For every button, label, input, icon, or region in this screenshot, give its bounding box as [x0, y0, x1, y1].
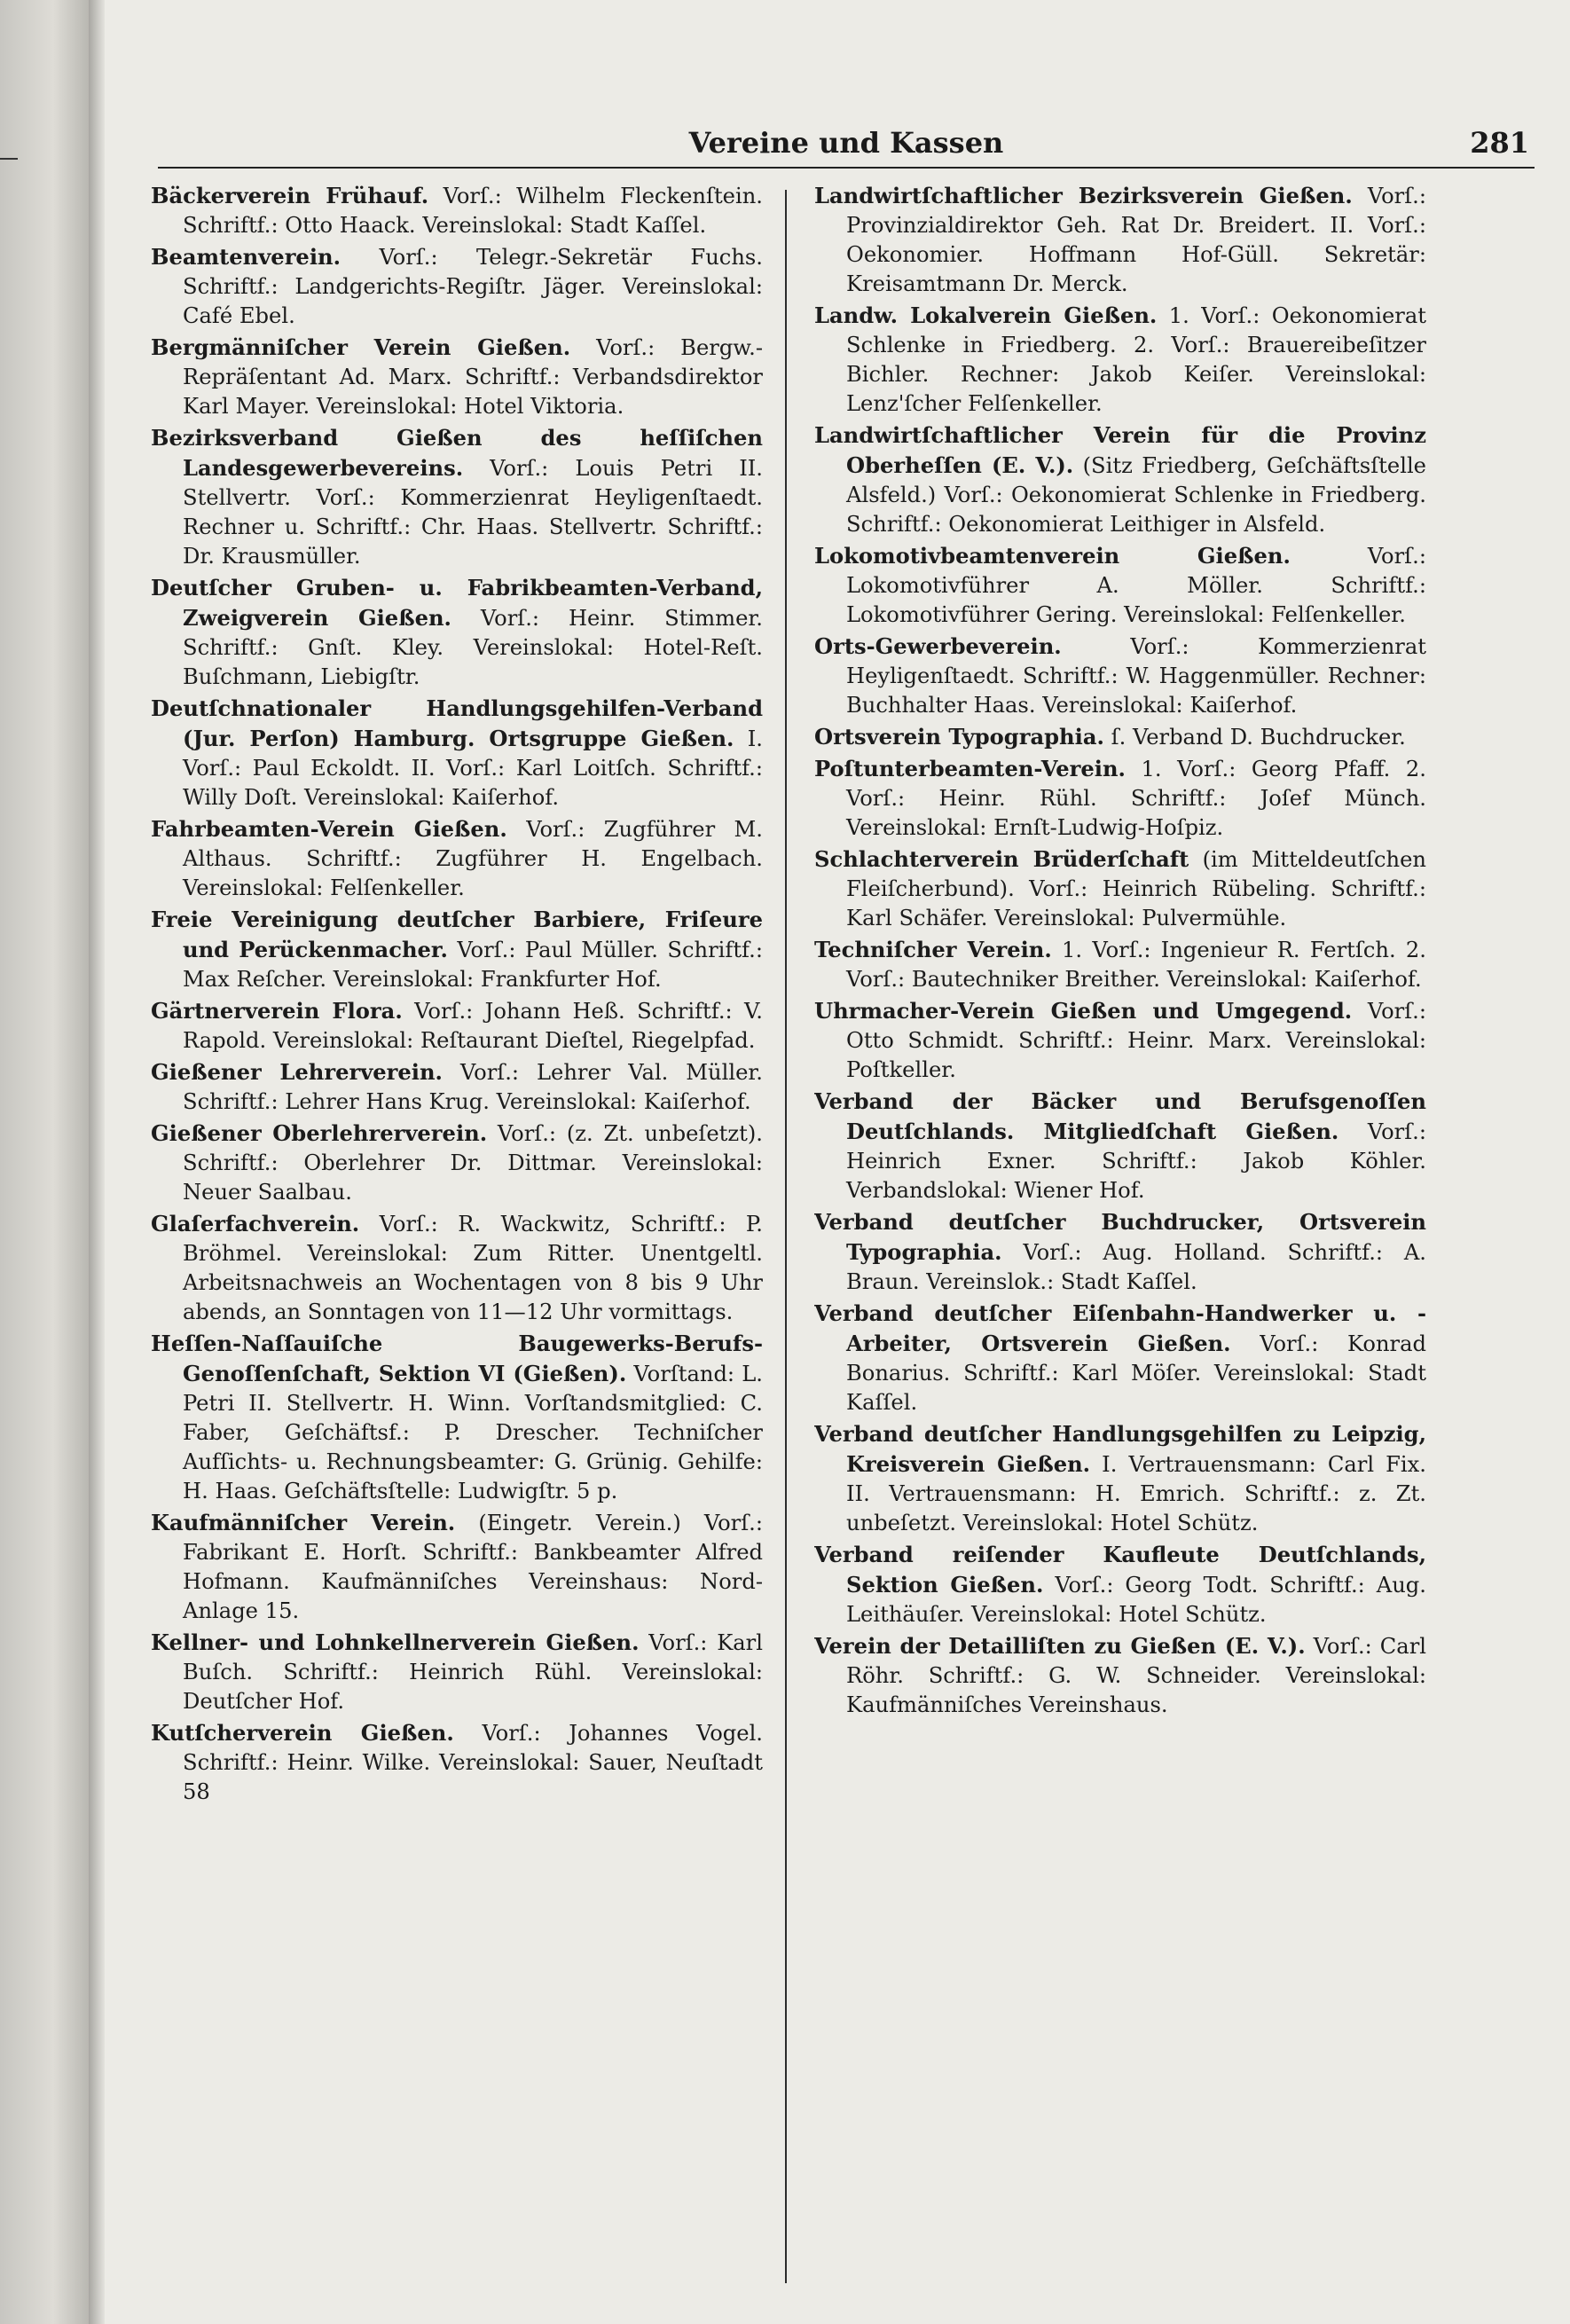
directory-entry	[814, 541, 1426, 630]
entry-name: Kellner- und Lohnkellnerverein Gießen.	[151, 1629, 640, 1655]
entry-name: Orts-Gewerbeverein.	[814, 633, 1062, 659]
entry-text: Vorſ.: R. Wackwitz, Schriftf.: P. Bröhmel. Vereinslokal: Zum Ritter. Unentgeltl. Arbeitsnachweis an Wochentagen von 8 bis 9 Uhr abends, an Sonntagen von 11—12 Uhr vormittags.	[183, 1212, 763, 1324]
entry-text: Vorſ.: Lehrer Val. Müller. Schriftf.: Lehrer Hans Krug. Vereinslokal: Kaiſerhof.	[183, 1060, 763, 1114]
entry-text: 1. Vorſ.: Ingenieur R. Fertſch. 2. Vorſ.: Bautechniker Breither. Vereinslokal: Kaiſerhof.	[846, 938, 1426, 992]
directory-entry	[814, 1540, 1426, 1629]
entry-name: Gärtnerverein Flora.	[151, 998, 403, 1024]
running-title: Vereine und Kassen	[688, 126, 1004, 160]
entry-text: Vorſ.: Johannes Vogel. Schriftf.: Heinr. Wilke. Vereinslokal: Sauer, Neuſtadt 58	[183, 1721, 763, 1804]
entry-text: I. Vorſ.: Paul Eckoldt. II. Vorſ.: Karl Loitſch. Schriftf.: Willy Doſt. Vereinslokal: Kaiſerhof.	[183, 726, 763, 810]
entry-text: Vorſ.: Aug. Holland. Schriftf.: A. Braun. Vereinslok.: Stadt Kaſſel.	[846, 1240, 1426, 1294]
entry-text: Vorſtand: L. Petri II. Stellvertr. H. Winn. Vorſtandsmitglied: C. Faber, Geſchäftsf.: P. Drescher. Techniſcher Aufſichts- u. Rechnungsbeamter: G. Grünig. Gehilfe: H. Haas. Geſchäftsſtelle: Ludwigſtr. 5 p.	[183, 1362, 763, 1504]
directory-entry	[814, 935, 1426, 994]
entry-name: Gießener Lehrerverein.	[151, 1059, 443, 1085]
directory-entry	[151, 814, 763, 903]
entry-name: Poſtunterbeamten-Verein.	[814, 756, 1126, 781]
directory-entry	[151, 1209, 763, 1327]
entry-text: Vorſ.: Wilhelm Fleckenſtein. Schriftf.: Otto Haack. Vereinslokal: Stadt Kaſſel.	[183, 184, 763, 238]
column-divider	[785, 190, 787, 2283]
entry-name: Lokomotivbeamtenverein Gießen.	[814, 543, 1291, 569]
entry-name: Kutſcherverein Gießen.	[151, 1720, 454, 1746]
book-gutter	[89, 0, 105, 2324]
entry-name: Verband deutſcher Handlungsgehilfen zu Leipzig, Kreisverein Gießen.	[814, 1421, 1426, 1477]
directory-entry	[814, 1087, 1426, 1205]
entry-text: Vorſ.: Georg Todt. Schriftf.: Aug. Leithäuſer. Vereinslokal: Hotel Schütz.	[846, 1573, 1426, 1627]
directory-entry	[814, 844, 1426, 933]
entry-name: Beamtenverein.	[151, 244, 341, 270]
page-number: 281	[1470, 126, 1529, 160]
directory-entry	[151, 996, 763, 1056]
directory-entry	[151, 181, 763, 240]
entry-text: Vorſ.: Zugführer M. Althaus. Schriftf.: Zugführer H. Engelbach. Vereinslokal: Felſenkeller.	[183, 817, 763, 900]
entry-text: ſ. Verband D. Buchdrucker.	[1111, 725, 1406, 750]
entry-text: 1. Vorſ.: Georg Pfaff. 2. Vorſ.: Heinr. Rühl. Schriftf.: Joſef Münch. Vereinslokal: Ernſt-Ludwig-Hoſpiz.	[846, 757, 1426, 840]
directory-entry	[151, 1119, 763, 1207]
entry-name: Gießener Oberlehrerverein.	[151, 1120, 488, 1146]
entry-name: Deutſchnationaler Handlungsgehilfen-Verband (Jur. Perſon) Hamburg. Ortsgruppe Gießen.	[151, 695, 763, 751]
book-page	[105, 0, 1570, 2324]
directory-entry	[814, 1419, 1426, 1538]
previous-page-edge	[0, 0, 89, 2324]
entry-text: Vorſ.: Johann Heß. Schriftf.: V. Rapold. Vereinslokal: Reſtaurant Dieſtel, Riegelpfad.	[183, 999, 763, 1053]
directory-entry	[814, 420, 1426, 539]
directory-entry	[814, 996, 1426, 1085]
entry-name: Freie Vereinigung deutſcher Barbiere, Friſeure und Perückenmacher.	[151, 907, 763, 962]
directory-entry	[814, 1299, 1426, 1417]
entry-text: Vorſ.: Karl Buſch. Schriftf.: Heinrich Rühl. Vereinslokal: Deutſcher Hof.	[183, 1630, 763, 1714]
entry-name: Deutſcher Gruben- u. Fabrikbeamten-Verband, Zweigverein Gießen.	[151, 575, 763, 631]
entry-text: Vorſ.: (z. Zt. unbeſetzt). Schriftf.: Oberlehrer Dr. Dittmar. Vereinslokal: Neuer Saalbau.	[183, 1121, 763, 1205]
entry-text: Vorſ.: Bergw.-Repräſentant Ad. Marx. Schriftf.: Verbandsdirektor Karl Mayer. Vereinslokal: Hotel Viktoria.	[183, 335, 763, 419]
directory-entry	[151, 694, 763, 813]
entry-text: Vorſ.: Lokomotivführer A. Möller. Schriftf.: Lokomotivführer Gering. Vereinslokal: Felſenkeller.	[846, 544, 1426, 627]
entry-name: Bäckerverein Frühauf.	[151, 183, 429, 208]
directory-entry	[814, 1207, 1426, 1297]
entry-text: Vorſ.: Konrad Bonarius. Schriftf.: Karl Möſer. Vereinslokal: Stadt Kaſſel.	[846, 1331, 1426, 1415]
entry-text: Vorſ.: Heinr. Stimmer. Schriftf.: Gnſt. Kley. Vereinslokal: Hotel-Reſt. Buſchmann, Liebigſtr.	[183, 606, 763, 689]
directory-entry	[814, 301, 1426, 419]
directory-entry	[151, 1718, 763, 1807]
directory-entry	[151, 1057, 763, 1117]
entry-text: Vorſ.: Telegr.-Sekretär Fuchs. Schriftf.: Landgerichts-Regiſtr. Jäger. Vereinslokal: Café Ebel.	[183, 245, 763, 328]
entry-text: I. Vertrauensmann: Carl Fix. II. Vertrauensmann: H. Emrich. Schriftf.: z. Zt. unbeſetzt. Vereinslokal: Hotel Schütz.	[846, 1452, 1426, 1535]
entry-name: Verband deutſcher Buchdrucker, Ortsverein Typographia.	[814, 1209, 1426, 1265]
directory-entry	[814, 181, 1426, 299]
entry-name: Ortsverein Typographia.	[814, 724, 1104, 750]
right-column	[814, 181, 1426, 2292]
entry-name: Landwirtſchaftlicher Verein für die Provinz Oberheſſen (E. V.).	[814, 422, 1426, 478]
entry-text: (im Mitteldeutſchen Fleiſcherbund). Vorſ.: Heinrich Rübeling. Schriftf.: Karl Schäfer. Vereinslokal: Pulvermühle.	[846, 847, 1426, 930]
entry-name: Bergmänniſcher Verein Gießen.	[151, 334, 571, 360]
entry-text: (Sitz Friedberg, Geſchäftsſtelle Alsfeld.) Vorſ.: Oekonomierat Schlenke in Friedberg. Schriftf.: Oekonomierat Leithiger in Alsfeld.	[846, 453, 1426, 537]
left-column	[151, 181, 763, 2292]
entry-text: Vorſ.: Kommerzienrat Heyligenſtaedt. Schriftf.: W. Haggenmüller. Rechner: Buchhalter Haas. Vereinslokal: Kaiſerhof.	[846, 634, 1426, 718]
entry-name: Landwirtſchaftlicher Bezirksverein Gießen.	[814, 183, 1353, 208]
entry-text: Vorſ.: Carl Röhr. Schriftf.: G. W. Schneider. Vereinslokal: Kaufmänniſches Vereinshaus.	[846, 1634, 1426, 1717]
directory-entry	[151, 242, 763, 331]
entry-name: Glaſerfachverein.	[151, 1211, 360, 1237]
entry-name: Landw. Lokalverein Gießen.	[814, 302, 1158, 328]
previous-page-rule	[0, 158, 18, 160]
entry-text: (Eingetr. Verein.) Vorſ.: Fabrikant E. Horſt. Schriftf.: Bankbeamter Alfred Hofmann. Kaufmänniſches Vereinshaus: Nord-Anlage 15.	[183, 1511, 763, 1623]
directory-entry	[151, 1508, 763, 1626]
running-head	[158, 124, 1535, 169]
directory-entry	[151, 423, 763, 571]
entry-name: Techniſcher Verein.	[814, 937, 1052, 962]
directory-entry	[151, 905, 763, 994]
entry-name: Verein der Detailliſten zu Gießen (E. V.).	[814, 1633, 1306, 1659]
entry-name: Verband deutſcher Eiſenbahn-Handwerker u. -Arbeiter, Ortsverein Gießen.	[814, 1300, 1426, 1356]
entry-text: Vorſ.: Louis Petri II. Stellvertr. Vorſ.: Kommerzienrat Heyligenſtaedt. Rechner u. Schriftf.: Chr. Haas. Stellvertr. Schriftf.: Dr. Krausmüller.	[183, 456, 763, 569]
directory-entry	[814, 754, 1426, 843]
entry-name: Uhrmacher-Verein Gießen und Umgegend.	[814, 998, 1353, 1024]
directory-entry	[814, 722, 1426, 752]
directory-entry	[814, 632, 1426, 720]
entry-name: Heſſen-Naſſauiſche Baugewerks-Berufs-Genoſſenſchaft, Sektion VI (Gießen).	[151, 1331, 763, 1386]
entry-name: Verband reiſender Kaufleute Deutſchlands, Sektion Gießen.	[814, 1542, 1426, 1598]
directory-entry	[151, 333, 763, 421]
directory-entry	[814, 1631, 1426, 1720]
entry-name: Fahrbeamten-Verein Gießen.	[151, 816, 507, 842]
directory-entry	[151, 1628, 763, 1716]
entry-text: Vorſ.: Paul Müller. Schriftf.: Max Reſcher. Vereinslokal: Frankfurter Hof.	[183, 938, 763, 992]
entry-name: Kaufmänniſcher Verein.	[151, 1510, 456, 1535]
entry-text: Vorſ.: Otto Schmidt. Schriftf.: Heinr. Marx. Vereinslokal: Poſtkeller.	[846, 999, 1426, 1082]
entry-text: 1. Vorſ.: Oekonomierat Schlenke in Friedberg. 2. Vorſ.: Brauereibeſitzer Bichler. Rechner: Jakob Keiſer. Vereinslokal: Lenz'ſcher Felſenkeller.	[846, 303, 1426, 416]
directory-entry	[151, 1329, 763, 1506]
directory-entry	[151, 573, 763, 692]
entry-text: Vorſ.: Heinrich Exner. Schriftf.: Jakob Köhler. Verbandslokal: Wiener Hof.	[846, 1119, 1426, 1203]
entry-name: Schlachterverein Brüderſchaft	[814, 846, 1189, 872]
entry-name: Verband der Bäcker und Berufsgenoſſen Deutſchlands. Mitgliedſchaft Gießen.	[814, 1088, 1426, 1144]
entry-text: Vorſ.: Provinzialdirektor Geh. Rat Dr. Breidert. II. Vorſ.: Oekonomier. Hoffmann Hof-Güll. Sekretär: Kreisamtmann Dr. Merck.	[846, 184, 1426, 296]
entry-name: Bezirksverband Gießen des heſſiſchen Landesgewerbevereins.	[151, 425, 763, 481]
